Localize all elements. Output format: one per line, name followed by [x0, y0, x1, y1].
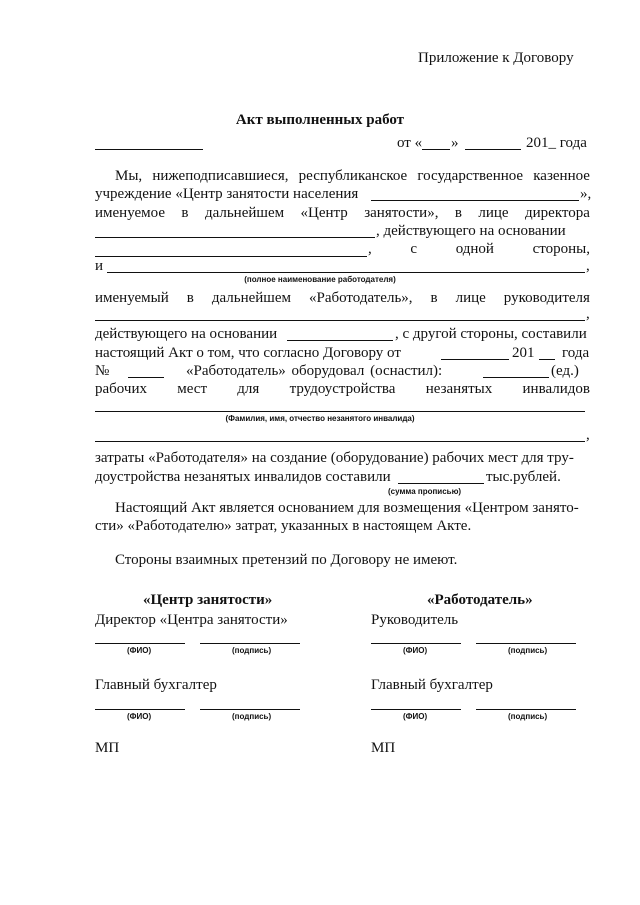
word: дальнейшем [204, 205, 285, 221]
manager-name-field[interactable] [95, 320, 585, 321]
right-role2-fio-caption: (ФИО) [403, 712, 428, 721]
para1-line2-end: », [580, 186, 592, 202]
word: трудоустройства [289, 381, 396, 397]
date-month-field[interactable] [465, 149, 521, 150]
word: рабочих [95, 381, 147, 397]
right-role1-signature-field[interactable] [476, 643, 576, 644]
para1-line10-end: года [562, 345, 590, 361]
units-count-field[interactable] [483, 377, 549, 378]
word: в [454, 205, 462, 221]
amount-field[interactable] [398, 483, 484, 484]
left-role1-sign-caption: (подпись) [232, 646, 272, 655]
amount-caption: (сумма прописью) [388, 487, 462, 496]
para1-line6-end: , [586, 258, 590, 274]
word: стороны, [532, 241, 590, 257]
left-role1: Директор «Центра занятости» [95, 612, 288, 628]
left-stamp-label: МП [95, 740, 120, 756]
word: одной [455, 241, 494, 257]
word: нижеподписавшиеся, [152, 168, 289, 184]
date-ot: от « [397, 135, 423, 151]
right-role2-signature-field[interactable] [476, 709, 576, 710]
left-role2: Главный бухгалтер [95, 677, 217, 693]
contract-number-field[interactable] [128, 377, 164, 378]
para3-line1: Настоящий Акт является основанием для возмещения «Центром занято- [115, 500, 579, 516]
left-role2-sign-caption: (подпись) [232, 712, 272, 721]
para1-line11-end: (ед.) [551, 363, 579, 379]
director-basis-field[interactable] [95, 256, 367, 257]
word: государственное [417, 168, 524, 184]
right-stamp-label: МП [371, 740, 396, 756]
employer-name-caption: (полное наименование работодателя) [244, 275, 396, 284]
para1-line9-start: действующего на основании [95, 326, 278, 342]
para1-line3 [95, 204, 590, 222]
left-role1-fio-field[interactable] [95, 643, 185, 644]
word: незанятых [425, 381, 493, 397]
para1-line4-end: , действующего на основании [376, 223, 566, 239]
para2-line1: затраты «Работодателя» на создание (оборудование) рабочих мест для тру- [95, 450, 574, 466]
word: мест [177, 381, 208, 397]
director-name-field[interactable] [95, 237, 375, 238]
word: дальнейшем [211, 290, 291, 306]
para2-line2-end: тыс.рублей. [486, 469, 561, 485]
document-title: Акт выполненных работ [235, 112, 405, 128]
para1-line8-end: , [586, 306, 590, 322]
word: руководителя [503, 290, 590, 306]
left-role1-signature-field[interactable] [200, 643, 300, 644]
para1-line5 [368, 240, 590, 258]
left-role2-signature-field[interactable] [200, 709, 300, 710]
center-name-field[interactable] [371, 200, 579, 201]
disabled-person-name-field[interactable] [95, 411, 585, 412]
date-day-field[interactable] [422, 149, 450, 150]
left-role2-fio-caption: (ФИО) [127, 712, 152, 721]
word: именуемый [95, 290, 169, 306]
manager-basis-field[interactable] [287, 340, 393, 341]
word: Мы, [115, 168, 143, 184]
employer-name-field[interactable] [107, 272, 585, 273]
word: «Центр [300, 205, 348, 221]
para1-line7 [95, 289, 590, 307]
date-close-quote: » [451, 135, 459, 151]
left-role1-fio-caption: (ФИО) [127, 646, 152, 655]
word: лице [478, 205, 509, 221]
right-party-title: «Работодатель» [427, 592, 533, 608]
para1-line1 [115, 167, 590, 185]
para1-line14-end: , [586, 427, 590, 443]
para1-line6-start: и [95, 258, 104, 274]
date-year: 201_ года [526, 135, 587, 151]
right-role2-fio-field[interactable] [371, 709, 461, 710]
word: «Работодатель», [308, 290, 413, 306]
contract-year-field[interactable] [539, 359, 555, 360]
left-role2-fio-field[interactable] [95, 709, 185, 710]
right-role1-fio-caption: (ФИО) [403, 646, 428, 655]
para1-line10-start: настоящий Акт о том, что согласно Договору от [95, 345, 401, 361]
disabled-person-caption: (Фамилия, имя, отчество незанятого инвалида) [225, 414, 415, 423]
word: в [430, 290, 438, 306]
word: инвалидов [522, 381, 590, 397]
para1-line2-start: учреждение «Центр занятости населения [95, 186, 359, 202]
word: директора [525, 205, 590, 221]
para4: Стороны взаимных претензий по Договору не имеют. [115, 552, 458, 568]
word: с [410, 241, 418, 257]
right-role1-sign-caption: (подпись) [508, 646, 548, 655]
disabled-person-extra-field[interactable] [95, 441, 585, 442]
para1-line12 [95, 380, 590, 398]
right-role2: Главный бухгалтер [371, 677, 493, 693]
word: для [237, 381, 260, 397]
word: лице [455, 290, 486, 306]
para2-line2-start: доустройства незанятых инвалидов составили [95, 469, 391, 485]
number-field[interactable] [95, 149, 203, 150]
word: казенное [533, 168, 590, 184]
para1-line11-no: № [95, 363, 110, 379]
para3-line2: сти» «Работодателю» затрат, указанных в настоящем Акте. [95, 518, 472, 534]
appendix-label: Приложение к Договору [418, 50, 574, 66]
para1-line9-end: , с другой стороны, составили [395, 326, 587, 342]
para1-line11-mid: «Работодатель» оборудовал (оснастил): [186, 363, 443, 379]
word: занятости», [364, 205, 439, 221]
right-role2-sign-caption: (подпись) [508, 712, 548, 721]
right-role1-fio-field[interactable] [371, 643, 461, 644]
word: в [181, 205, 189, 221]
right-role1: Руководитель [371, 612, 459, 628]
word: в [186, 290, 194, 306]
word: , [368, 241, 372, 257]
para1-line10-year: 201 [512, 345, 535, 361]
left-party-title: «Центр занятости» [143, 592, 273, 608]
contract-date-field[interactable] [441, 359, 509, 360]
word: именуемое [95, 205, 165, 221]
word: республиканское [298, 168, 408, 184]
